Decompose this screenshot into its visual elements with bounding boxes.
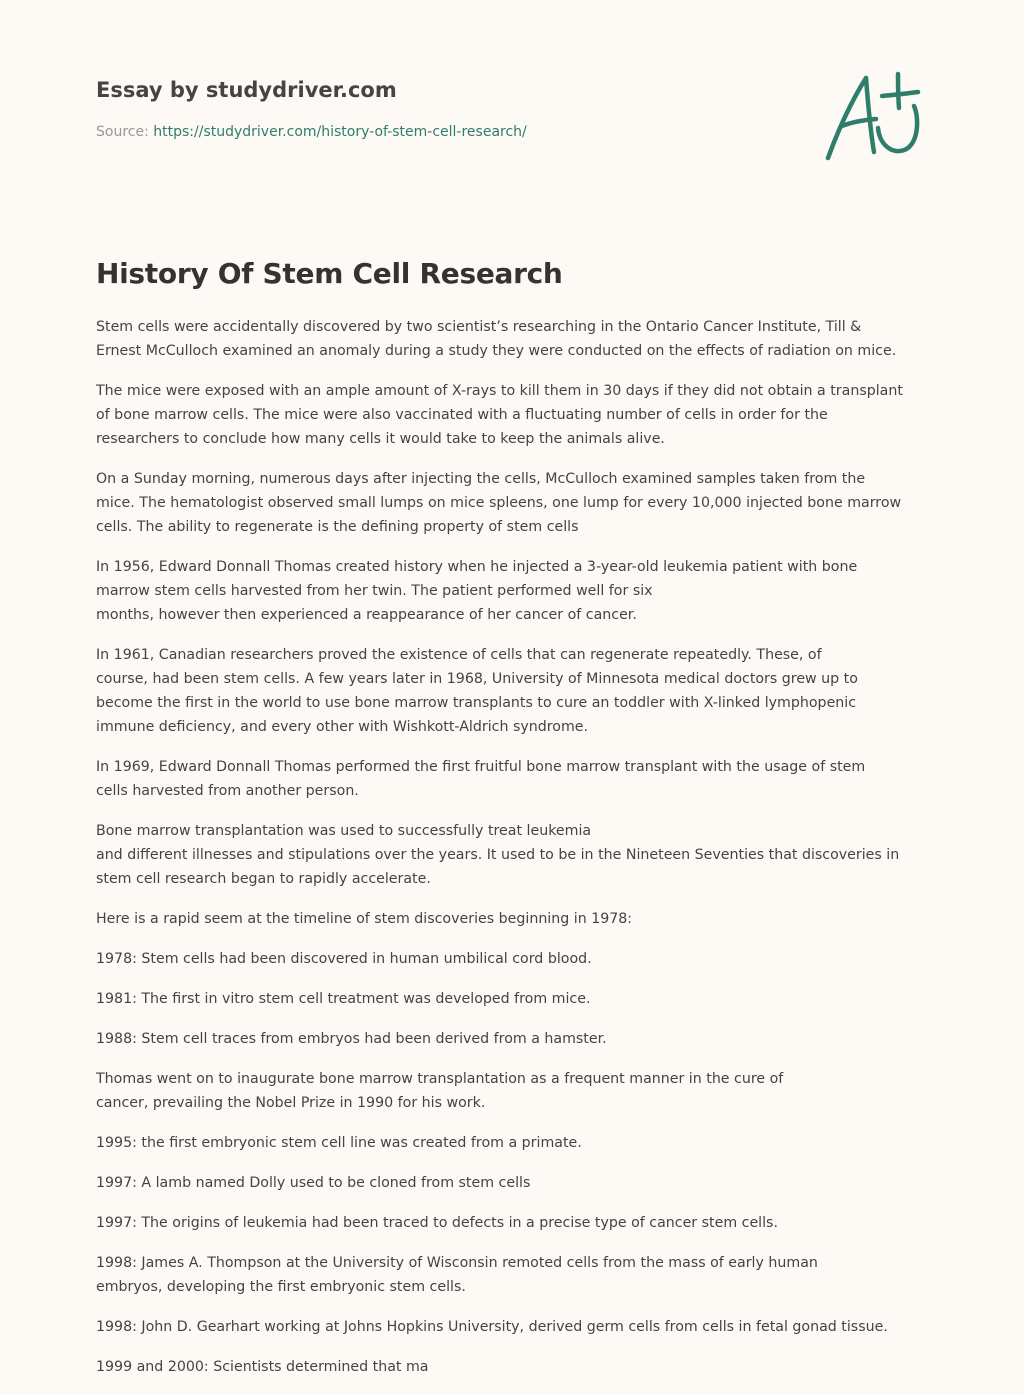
- paragraph-line: cells. The ability to regenerate is the defining property of stem cells: [96, 519, 579, 535]
- paragraph: [96, 755, 932, 803]
- paragraph-line: and different illnesses and stipulations over the years. It used to be in the Nineteen Seventies that discoveries in: [96, 847, 900, 863]
- paragraph-line: 1997: A lamb named Dolly used to be cloned from stem cells: [96, 1175, 531, 1191]
- paragraph: [96, 1315, 932, 1339]
- paragraph-line: Stem cells were accidentally discovered by two scientist’s researching in the Ontario Cancer Institute, Till &: [96, 319, 862, 335]
- paragraph: [96, 315, 932, 363]
- paragraph: [96, 1355, 932, 1379]
- paragraph-line: become the first in the world to use bone marrow transplants to cure an toddler with X-linked lymphopenic: [96, 695, 857, 711]
- paragraph-line: months, however then experienced a reappearance of her cancer of cancer.: [96, 607, 637, 623]
- paragraph-line: mice. The hematologist observed small lumps on mice spleens, one lump for every 10,000 injected bone marrow: [96, 495, 902, 511]
- paragraph-line: stem cell research began to rapidly accelerate.: [96, 871, 431, 887]
- paragraph-line: 1998: James A. Thompson at the University of Wisconsin remoted cells from the mass of early human: [96, 1255, 818, 1271]
- paragraph-line: Ernest McCulloch examined an anomaly during a study they were conducted on the effects of radiation on mice.: [96, 343, 897, 359]
- paragraph-line: On a Sunday morning, numerous days after injecting the cells, McCulloch examined samples taken from the: [96, 471, 866, 487]
- paragraph-line: The mice were exposed with an ample amount of X-rays to kill them in 30 days if they did not obtain a transplant: [96, 383, 903, 399]
- paragraph-line: researchers to conclude how many cells it would take to keep the animals alive.: [96, 431, 665, 447]
- paragraph: [96, 1027, 932, 1051]
- paragraph-line: of bone marrow cells. The mice were also vaccinated with a fluctuating number of cells in order for the: [96, 407, 828, 423]
- paragraph-line: 1995: the first embryonic stem cell line was created from a primate.: [96, 1135, 582, 1151]
- paragraph: [96, 987, 932, 1011]
- paragraph: [96, 1251, 932, 1299]
- paragraph-line: immune deficiency, and every other with Wishkott-Aldrich syndrome.: [96, 719, 589, 735]
- a-plus-logo-svg: [822, 68, 926, 164]
- essay-header: [96, 74, 796, 142]
- paragraph: [96, 555, 932, 627]
- source-label: Source:: [96, 124, 149, 140]
- paragraph-line: course, had been stem cells. A few years later in 1968, University of Minnesota medical doctors grew up to: [96, 671, 858, 687]
- paragraph-line: cells harvested from another person.: [96, 783, 359, 799]
- paragraph: [96, 467, 932, 539]
- paragraph: [96, 643, 932, 739]
- paragraph-line: In 1956, Edward Donnall Thomas created history when he injected a 3-year-old leukemia patient with bone: [96, 559, 858, 575]
- paragraph-line: marrow stem cells harvested from her twin. The patient performed well for six: [96, 583, 653, 599]
- brand-title: Essay by studydriver.com: [96, 78, 397, 102]
- paragraph-line: 1998: John D. Gearhart working at Johns Hopkins University, derived germ cells from cells in fetal gonad tissue.: [96, 1319, 888, 1335]
- paragraph-line: cancer, prevailing the Nobel Prize in 1990 for his work.: [96, 1095, 486, 1111]
- paragraph: [96, 819, 932, 891]
- paragraph-line: Thomas went on to inaugurate bone marrow transplantation as a frequent manner in the cure of: [96, 1071, 784, 1087]
- paragraph-line: 1978: Stem cells had been discovered in human umbilical cord blood.: [96, 951, 592, 967]
- paragraph-line: Bone marrow transplantation was used to successfully treat leukemia: [96, 823, 592, 839]
- paragraph-line: embryos, developing the first embryonic stem cells.: [96, 1279, 466, 1295]
- paragraph: [96, 1211, 932, 1235]
- source-line: [96, 122, 796, 142]
- paragraph-line: 1988: Stem cell traces from embryos had been derived from a hamster.: [96, 1031, 607, 1047]
- paragraph-line: In 1969, Edward Donnall Thomas performed the first fruitful bone marrow transplant with the usage of stem: [96, 759, 866, 775]
- paragraph-line: 1981: The first in vitro stem cell treatment was developed from mice.: [96, 991, 591, 1007]
- paragraph: [96, 1171, 932, 1195]
- essay-body: [96, 315, 932, 1395]
- paragraph: [96, 947, 932, 971]
- a-plus-logo-icon: [822, 68, 926, 164]
- paragraph: [96, 379, 932, 451]
- essay-title: History Of Stem Cell Research: [96, 257, 563, 290]
- paragraph-line: In 1961, Canadian researchers proved the existence of cells that can regenerate repeatedly. These, of: [96, 647, 822, 663]
- paragraph: [96, 1131, 932, 1155]
- paragraph: [96, 907, 932, 931]
- paragraph-line: 1999 and 2000: Scientists determined that ma: [96, 1359, 429, 1375]
- paragraph-line: Here is a rapid seem at the timeline of stem discoveries beginning in 1978:: [96, 911, 633, 927]
- paragraph-line: 1997: The origins of leukemia had been traced to defects in a precise type of cancer stem cells.: [96, 1215, 778, 1231]
- paragraph: [96, 1067, 932, 1115]
- source-link[interactable]: https://studydriver.com/history-of-stem-cell-research/: [153, 124, 527, 140]
